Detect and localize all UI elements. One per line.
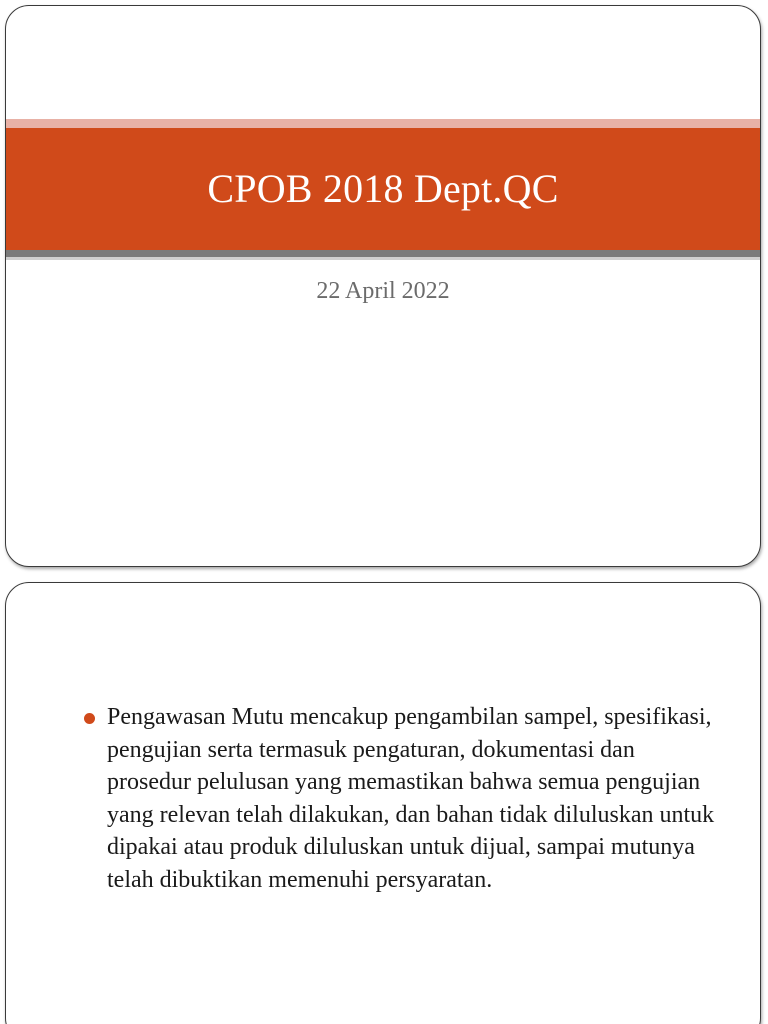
title-band-shadow	[6, 250, 760, 257]
bullet-item	[84, 701, 724, 896]
bullet-text: Pengawasan Mutu mencakup pengambilan sampel, spesifikasi, pengujian serta termasuk pengaturan, dokumentasi dan prosedur pelulusan yang memastikan bahwa semua pengujian yang relevan telah dilakukan, dan bahan tidak diluluskan untuk dipakai atau produk diluluskan untuk dijual, sampai mutunya telah dibuktikan memenuhi persyaratan.	[107, 704, 715, 893]
title-slide	[5, 5, 761, 567]
slide-subtitle: 22 April 2022	[316, 278, 450, 304]
slide-title: CPOB 2018 Dept.QC	[207, 166, 559, 211]
bullet-dot-icon	[84, 713, 95, 724]
title-band	[6, 128, 760, 250]
title-band-shadow-light	[6, 257, 760, 260]
content-slide	[5, 582, 761, 1024]
title-band-top-accent	[6, 119, 760, 128]
